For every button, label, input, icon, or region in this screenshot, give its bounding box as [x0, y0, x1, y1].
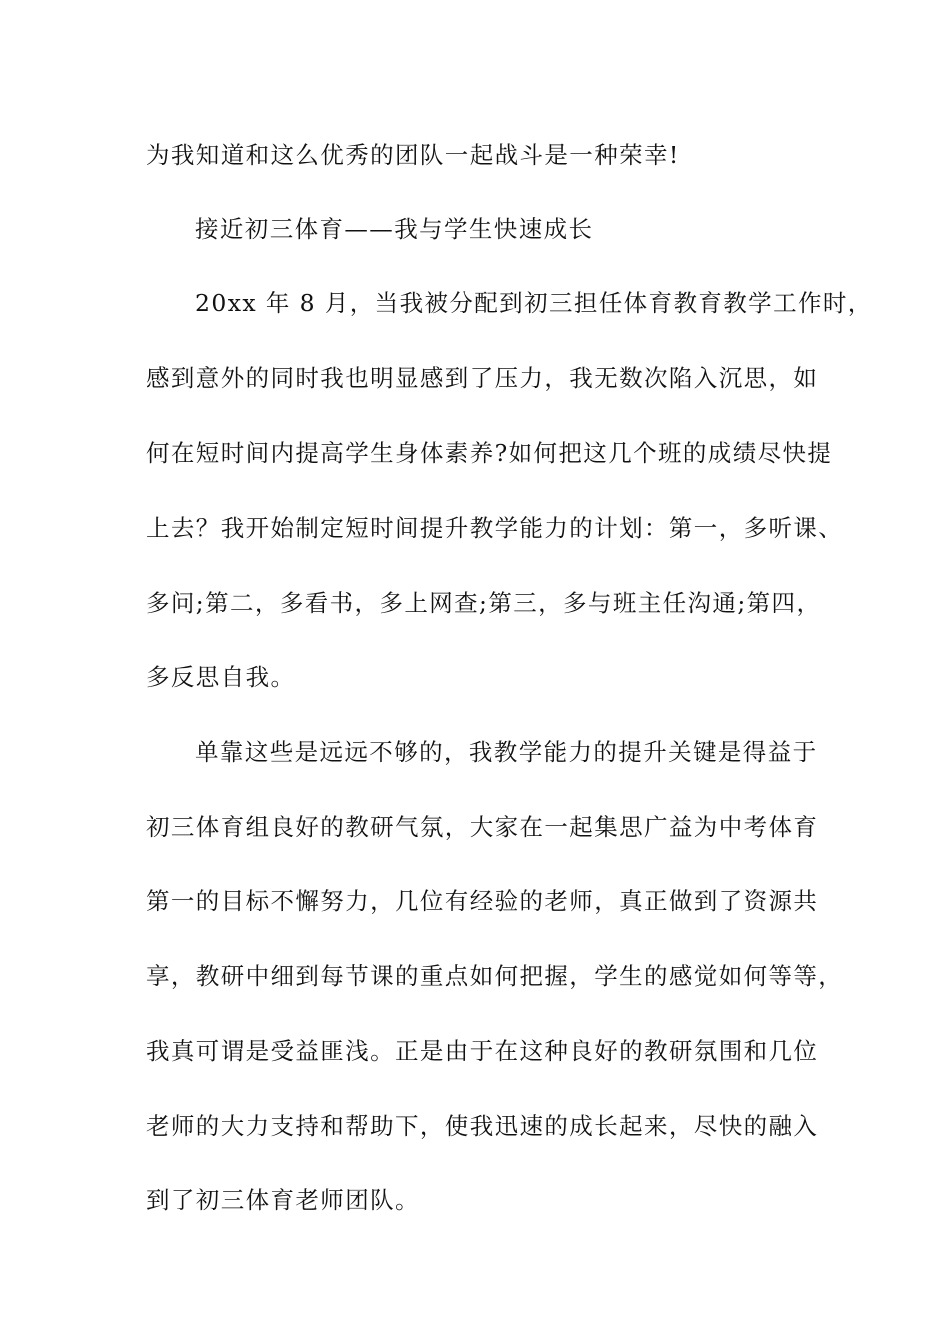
text-line-4: 感到意外的同时我也明显感到了压力，我无数次陷入沉思，如	[146, 364, 819, 392]
text-line-14: 老师的大力支持和帮助下，使我迅速的成长起来，尽快的融入	[146, 1112, 819, 1140]
text-line-3: 20xx 年 8 月，当我被分配到初三担任体育教育教学工作时，	[195, 289, 873, 317]
text-line-12: 享，教研中细到每节课的重点如何把握，学生的感觉如何等等，	[146, 962, 844, 990]
text-line-6: 上去？我开始制定短时间提升教学能力的计划：第一，多听课、	[146, 514, 844, 542]
section-heading: 接近初三体育——我与学生快速成长	[195, 215, 594, 243]
text-line-1: 为我知道和这么优秀的团队一起战斗是一种荣幸!	[146, 141, 680, 169]
text-line-11: 第一的目标不懈努力，几位有经验的老师，真正做到了资源共	[146, 887, 819, 915]
text-line-8: 多反思自我。	[146, 663, 296, 691]
text-line-10: 初三体育组良好的教研气氛，大家在一起集思广益为中考体育	[146, 813, 819, 841]
text-line-9: 单靠这些是远远不够的，我教学能力的提升关键是得益于	[195, 738, 818, 766]
text-line-13: 我真可谓是受益匪浅。正是由于在这种良好的教研氛围和几位	[146, 1037, 819, 1065]
text-line-15: 到了初三体育老师团队。	[146, 1186, 420, 1214]
text-line-7: 多问;第二，多看书，多上网查;第三，多与班主任沟通;第四，	[146, 589, 822, 617]
text-line-5: 何在短时间内提高学生身体素养?如何把这几个班的成绩尽快提	[146, 439, 833, 467]
